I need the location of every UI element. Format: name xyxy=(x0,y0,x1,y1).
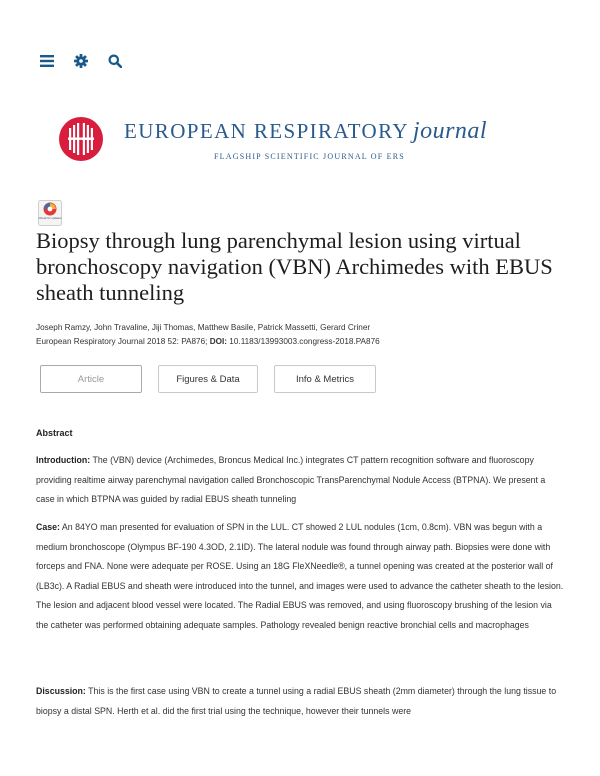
introduction-label: Introduction: xyxy=(36,455,91,465)
doi-value[interactable]: 10.1183/13993003.congress-2018.PA876 xyxy=(227,337,380,346)
citation-journal: European Respiratory Journal 2018 52: PA876; xyxy=(36,337,208,346)
case-label: Case: xyxy=(36,522,60,532)
check-for-updates-badge[interactable] xyxy=(38,200,62,226)
menu-icon[interactable] xyxy=(38,52,56,70)
discussion-label: Discussion: xyxy=(36,686,86,696)
abstract-heading: Abstract xyxy=(36,428,73,438)
tab-figures-data[interactable]: Figures & Data xyxy=(158,365,258,393)
abstract-discussion xyxy=(36,682,566,721)
brand-main: EUROPEAN RESPIRATORY xyxy=(124,119,409,143)
article-title: Biopsy through lung parenchymal lesion using virtual bronchoscopy navigation (VBN) Archimedes with EBUS sheath tunneling xyxy=(36,228,553,305)
ers-logo-icon xyxy=(58,116,104,162)
article-citation xyxy=(36,337,380,346)
brand-journal: journal xyxy=(412,118,488,144)
discussion-text: This is the first case using VBN to create a tunnel using a radial EBUS sheath (2mm diameter) through the lung tissue to biopsy a distal SPN. Herth et al. did the first trial using the technique, however their tunnels were xyxy=(36,686,557,716)
abstract-case xyxy=(36,518,566,635)
tab-info-metrics[interactable]: Info & Metrics xyxy=(274,365,376,393)
journal-brand xyxy=(124,118,487,145)
doi-label: DOI: xyxy=(209,337,228,346)
introduction-text: The (VBN) device (Archimedes, Broncus Medical Inc.) integrates CT pattern recognition software and fluoroscopy providing realtime airway parenchymal navigation called Bronchoscopic TransParenchymal Nodule Access (BTPNA). We present a case in which BTPNA was guided by radial EBUS sheath tunneling xyxy=(36,455,546,504)
journal-tagline: FLAGSHIP SCIENTIFIC JOURNAL OF ERS xyxy=(214,152,405,161)
search-icon[interactable] xyxy=(106,52,124,70)
article-authors: Joseph Ramzy, John Travaline, Jiji Thomas, Matthew Basile, Patrick Massetti, Gerard Criner xyxy=(36,323,371,332)
badge-text: Check for updates xyxy=(38,216,62,220)
gear-icon[interactable] xyxy=(72,52,90,70)
journal-masthead[interactable] xyxy=(58,116,538,170)
abstract-introduction xyxy=(36,451,566,510)
tab-article[interactable]: Article xyxy=(40,365,142,393)
case-text: An 84YO man presented for evaluation of SPN in the LUL. CT showed 2 LUL nodules (1cm, 0.8cm). VBN was begun with a medium bronchoscope (Olympus BF-190 4.3OD, 2.1ID). The lateral nodule was found through airway path. Biopsies were done with forceps and FNA. None were adequate per ROSE. Using an 18G FleXNeedle®, a tunnel opening was created at the posterior wall of (LB3c). A Radial EBUS and sheath were introduced into the tunnel, and images were used to advance the catheter sheath to the lesion. The lesion and adjacent blood vessel were located. The Radial EBUS was removed, and using fluoroscopy brushing of the lesion via the catheter was performed obtaining adequate samples. Pathology revealed benign reactive bronchial cells and macrophages xyxy=(36,522,564,630)
top-toolbar xyxy=(38,52,124,70)
